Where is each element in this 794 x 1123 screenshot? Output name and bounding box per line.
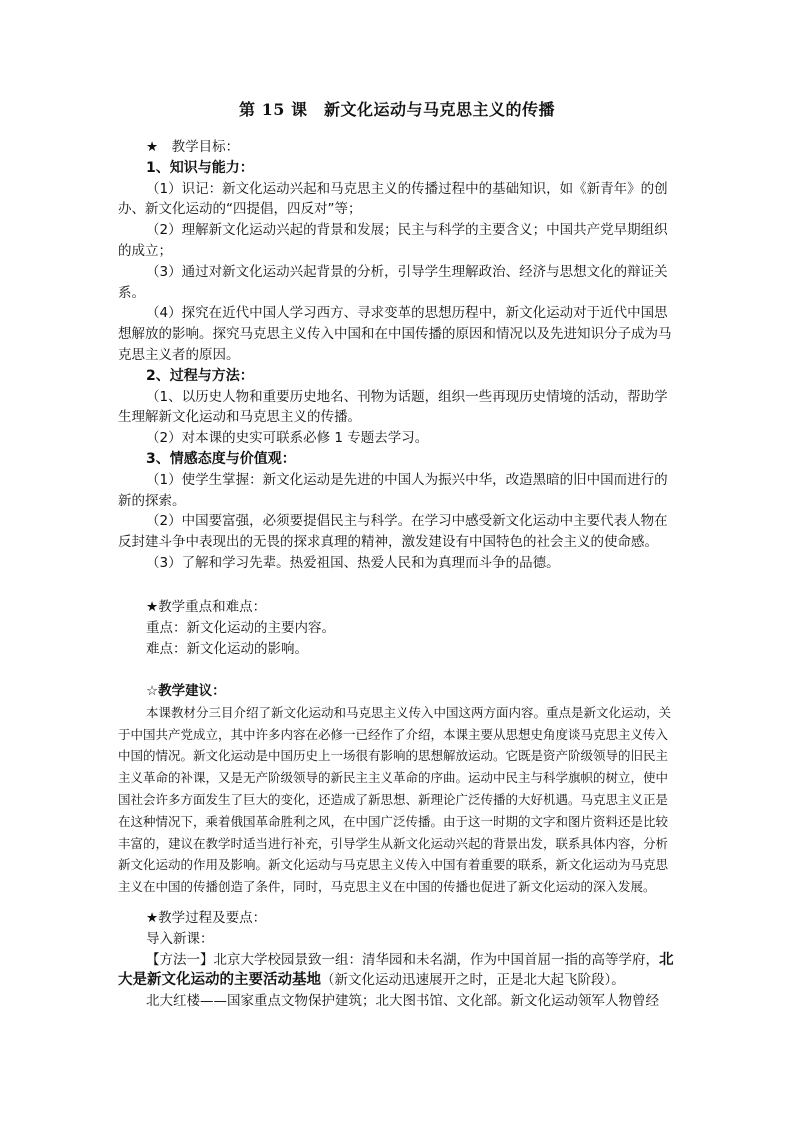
goal-item: （1）使学生掌握：新文化运动是先进的中国人为振兴中华，改造黑暗的旧中国而进行的新的探索。 (118, 471, 668, 509)
difficulty-text: 难点：新文化运动的影响。 (146, 640, 308, 657)
teaching-goals-section (118, 137, 676, 574)
key-points-section (118, 597, 676, 659)
goal-item: （2）对本课的史实可联系必修 1 专题去学习。 (146, 430, 429, 447)
teaching-process-section (118, 908, 676, 1012)
page-title: 第 15 课 新文化运动与马克思主义的传播 (239, 100, 555, 119)
goal-item: （1）识记：新文化运动兴起和马克思主义的传播过程中的基础知识，如《新青年》的创办、新文化运动的“四提倡，四反对”等； (118, 180, 668, 218)
goal-item: （3）了解和学习先辈。热爱祖国、热爱人民和为真理而斗争的品德。 (146, 554, 560, 571)
goals-heading: ★ 教学目标： (146, 139, 240, 155)
goal-item: （3）通过对新文化运动兴起背景的分析，引导学生理解政治、经济与思想文化的辩证关系。 (118, 263, 668, 301)
goal-item: （2）中国要富强，必须要提倡民主与科学。在学习中感受新文化运动中主要代表人物在反封建斗争中表现出的无畏的探求真理的精神，激发建设有中国特色的社会主义的使命感。 (118, 513, 668, 551)
goal-item: （2）理解新文化运动兴起的背景和发展；民主与科学的主要含义；中国共产党早期组织的成立； (118, 222, 668, 259)
bold-statement: 北大是新文化运动的主要活动基地 (118, 951, 674, 989)
goal-item: （4）探究在近代中国人学习西方、寻求变革的思想历程中，新文化运动对于近代中国思想解放的影响。探究马克思主义传入中国和在中国传播的原因和情况以及先进知识分子成为马克思主义者的原因。 (118, 305, 672, 363)
red-building-paragraph: 北大红楼——国家重点文物保护建筑；北大图书馆、文化部。新文化运动领军人物曾经 (146, 993, 659, 1010)
process-method-title: 2、过程与方法： (146, 367, 254, 384)
suggestions-heading: ☆教学建议： (146, 683, 226, 699)
suggestions-body: 本课教材分三目介绍了新文化运动和马克思主义传入中国这两方面内容。重点是新文化运动，关于中国共产党成立，其中许多内容在必修一已经作了介绍，本课主要从思想史角度谈马克思主义传入中国的情况。新文化运动是中国历史上一场很有影响的思想解放运动。它既是资产阶级领导的旧民主主义革命的补课，又是无产阶级领导的新民主主义革命的序曲。运动中民主与科学旗帜的树立，使中国社会许多方面发生了巨大的变化，还造成了新思想、新理论广泛传播的大好机遇。马克思主义正是在这种情况下，乘着俄国革命胜利之风，在中国广泛传播。由于这一时期的文字和图片资料还是比较丰富的，建议在教学时适当进行补充，引导学生从新文化运动兴起的背景出发，联系具体内容，分析新文化运动的作用及影响。新文化运动与马克思主义传入中国有着重要的联系，新文化运动为马克思主义在中国的传播创造了条件，同时，马克思主义在中国的传播也促进了新文化运动的深入发展。 (118, 704, 672, 895)
method-text: 北京大学校园景致一组：清华园和未名湖，作为中国首屈一指的高等学府， (213, 951, 659, 968)
intro-label: 导入新课： (146, 930, 214, 947)
goal-item: （1、以历史人物和重要历史地名、刊物为话题，组织一些再现历史情境的活动，帮助学生理解新文化运动和马克思主义的传播。 (118, 388, 668, 426)
key-points-heading: ★教学重点和难点： (146, 599, 267, 615)
attitude-values-title: 3、情感态度与价值观： (146, 450, 296, 467)
method-note: （新文化运动迅速展开之时，正是北大起飞阶段）。 (321, 972, 625, 989)
suggestions-section (118, 681, 676, 898)
method-one-paragraph (118, 950, 676, 992)
method-label: 【方法一】 (146, 951, 214, 968)
knowledge-ability-title: 1、知识与能力： (146, 159, 254, 176)
focus-text: 重点：新文化运动的主要内容。 (146, 619, 335, 636)
process-heading: ★教学过程及要点： (146, 910, 267, 926)
